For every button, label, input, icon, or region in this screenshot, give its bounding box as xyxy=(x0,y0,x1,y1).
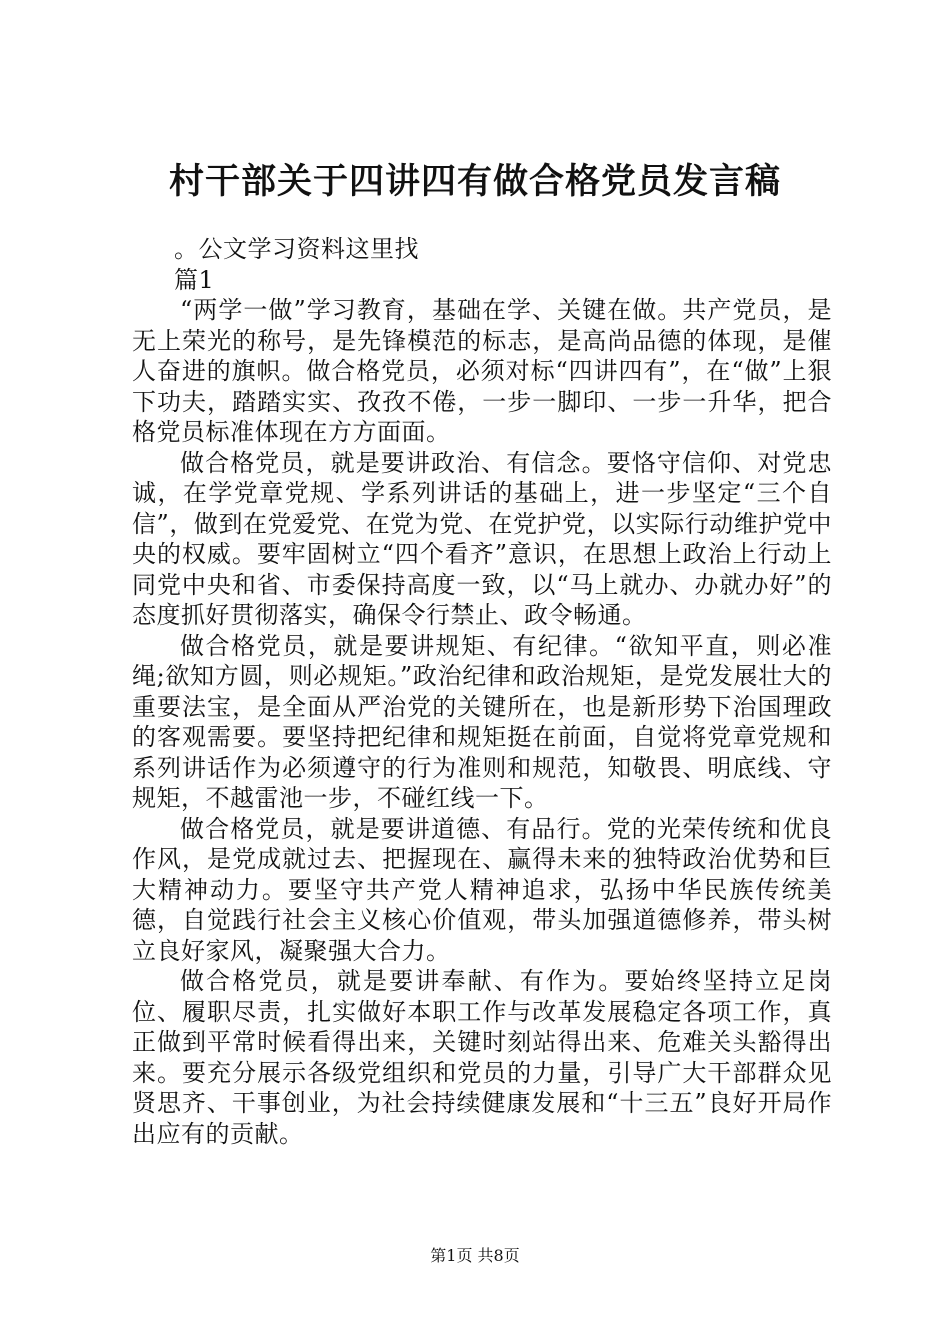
paragraph-3: 做合格党员，就是要讲规矩、有纪律。“欲知平直，则必准绳;欲知方圆，则必规矩。”政治纪律和政治规矩，是党发展壮大的重要法宝，是全面从严治党的关键所在，也是新形势下治国理政的客观需要。要坚持把纪律和规矩挺在前面，自觉将党章党规和系列讲话作为必须遵守的行为准则和规范，知敬畏、明底线、守规矩，不越雷池一步，不碰红线一下。 xyxy=(132,631,832,812)
page-indicator: 第1页 共8页 xyxy=(430,1246,520,1265)
section-label: 篇1 xyxy=(174,265,215,294)
subtitle-line: 。公文学习资料这里找 xyxy=(174,235,419,263)
page-footer xyxy=(0,1245,950,1267)
page-title: 村干部关于四讲四有做合格党员发言稿 xyxy=(168,161,781,202)
paragraph-1: “两学一做”学习教育，基础在学、关键在做。共产党员，是无上荣光的称号，是先锋模范的标志，是高尚品德的体现，是催人奋进的旗帜。做合格党员，必须对标“四讲四有”，在“做”上狠下功夫，踏踏实实、孜孜不倦，一步一脚印、一步一升华，把合格党员标准体现在方方面面。 xyxy=(132,296,832,446)
paragraph-5: 做合格党员，就是要讲奉献、有作为。要始终坚持立足岗位、履职尽责，扎实做好本职工作与改革发展稳定各项工作，真正做到平常时候看得出来，关键时刻站得出来、危难关头豁得出来。要充分展示各级党组织和党员的力量，引导广大干部群众见贤思齐、干事创业，为社会持续健康发展和“十三五”良好开局作出应有的贡献。 xyxy=(132,967,832,1148)
paragraph-4: 做合格党员，就是要讲道德、有品行。党的光荣传统和优良作风，是党成就过去、把握现在、赢得未来的独特政治优势和巨大精神动力。要坚守共产党人精神追求，弘扬中华民族传统美德，自觉践行社会主义核心价值观，带头加强道德修养，带头树立良好家风，凝聚强大合力。 xyxy=(132,814,832,965)
paragraph-2: 做合格党员，就是要讲政治、有信念。要恪守信仰、对党忠诚，在学党章党规、学系列讲话的基础上，进一步坚定“三个自信”，做到在党爱党、在党为党、在党护党，以实际行动维护党中央的权威。要牢固树立“四个看齐”意识，在思想上政治上行动上同党中央和省、市委保持高度一致，以“马上就办、办就办好”的态度抓好贯彻落实，确保令行禁止、政令畅通。 xyxy=(132,448,832,629)
document-body xyxy=(132,234,832,1149)
